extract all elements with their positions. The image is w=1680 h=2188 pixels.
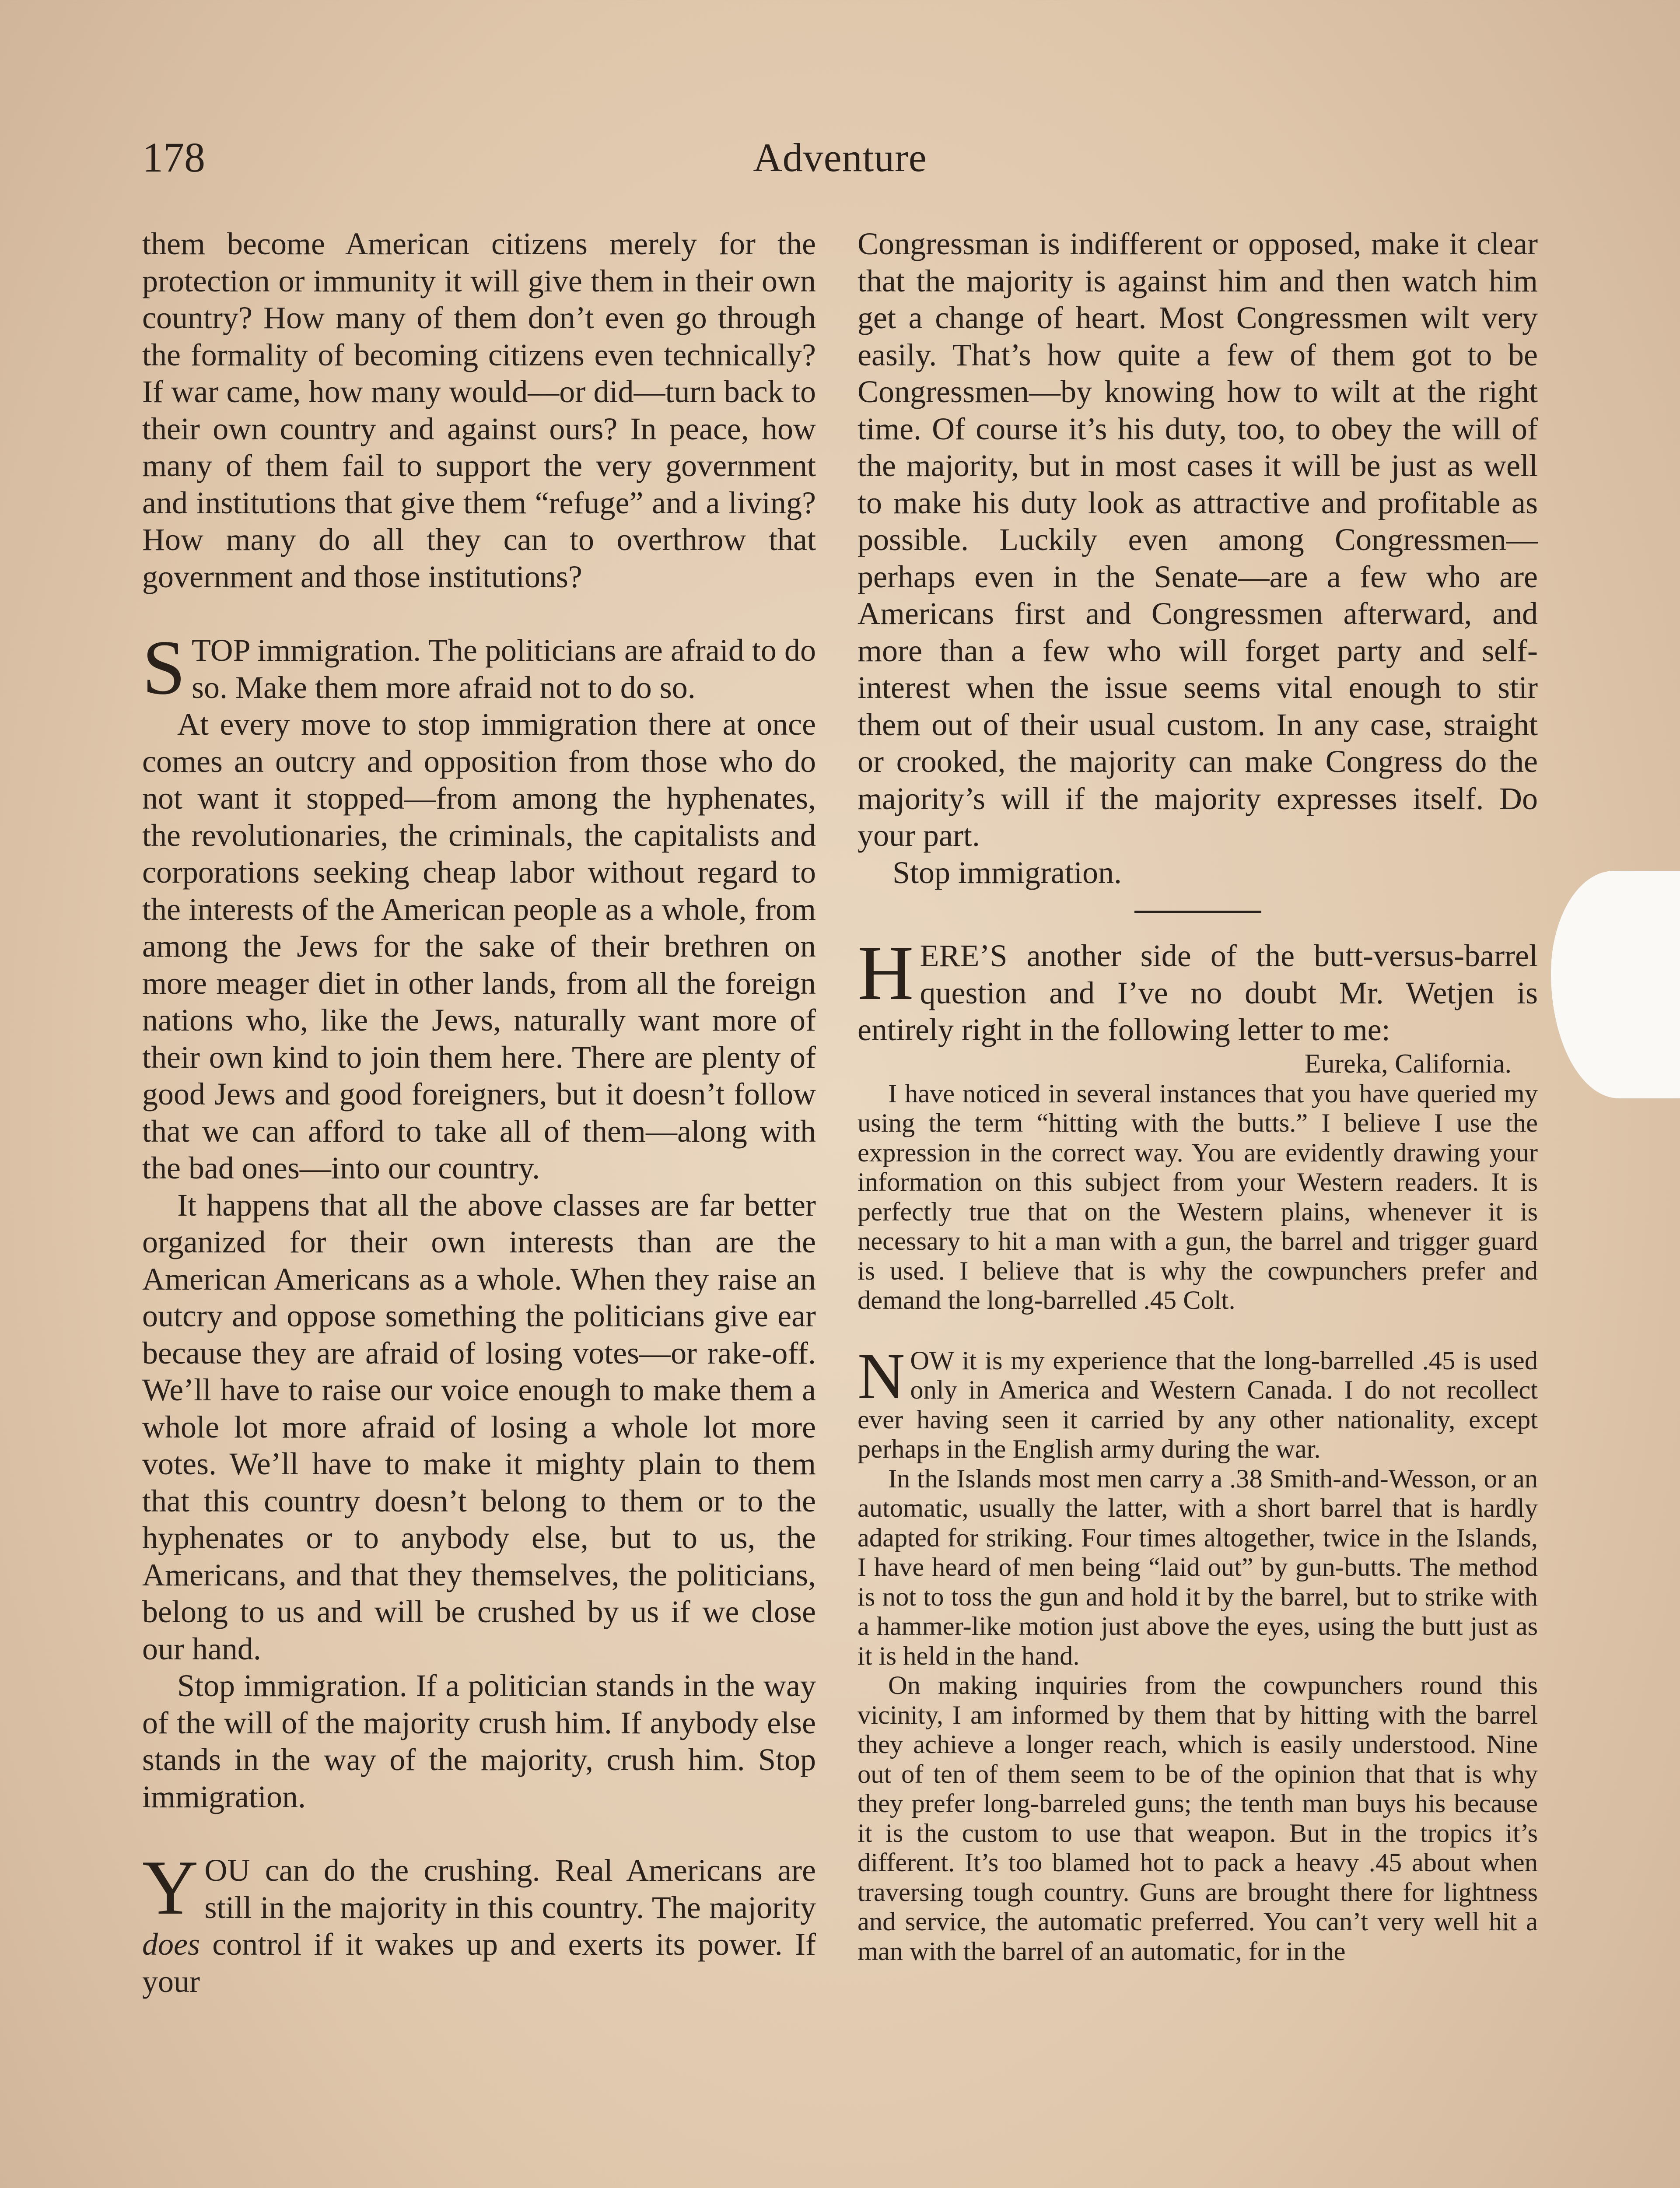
drop-cap: H — [858, 929, 914, 1016]
page-header — [142, 131, 1538, 197]
left-column — [142, 225, 816, 2000]
section-paragraph: HERE’S another side of the butt-versus-barrel question and I’ve no doubt Mr. Wetjen is entirely right in the following letter to me: — [858, 929, 1538, 1047]
section-paragraph: YOU can do the crushing. Real Americans are still in the majority in this country. The majority does control if it wakes up and exerts its power. If your — [142, 1844, 816, 1999]
right-column — [858, 225, 1538, 1966]
letter-paragraph: I have noticed in several instances that you have queried my using the term “hitting with the butts.” I believe I use the expression in the correct way. You are evidently drawing your information on this subject from your Western readers. It is perfectly true that on the Western plains, whenever it is necessary to hit a man with a gun, the barrel and trigger guard is used. I believe that is why the cowpunchers prefer and demand the long-barrelled .45 Colt. — [858, 1079, 1538, 1315]
letter-paragraph: On making inquiries from the cowpunchers round this vicinity, I am informed by them that by hitting with the barrel they achieve a longer reach, which is easily understood. Nine out of ten of them seem to be of the opinion that that is why they prefer long-barreled guns; the tenth man buys his because it is the custom to use that weapon. But in the tropics it’s different. It’s too blamed hot to pack a heavy .45 about when traversing tough country. Guns are brought there for lightness and service, the automatic preferred. You can’t very well hit a man with the barrel of an automatic, for in the — [858, 1671, 1538, 1966]
section-paragraph: STOP immigration. The politicians are afraid to do so. Make them more afraid not to do so. — [142, 624, 816, 711]
page-number: 178 — [142, 134, 205, 181]
letter-section-paragraph: NOW it is my experience that the long-barrelled .45 is used only in America and Western Canada. I do not recollect ever having seen it carried by any other nationality, except perhaps in the English army during the war. — [858, 1339, 1538, 1464]
letter-paragraph: In the Islands most men carry a .38 Smith-and-Wesson, or an automatic, usually the latter, with a short barrel that is hardly adapted for striking. Four times altogether, twice in the Islands, I have heard of men being “laid out” by gun-butts. The method is not to toss the gun and hold it by the barrel, but to strike with a hammer-like motion just above the eyes, using the butt just as it is held in the hand. — [858, 1464, 1538, 1671]
paragraph: Stop immigration. — [892, 855, 1122, 890]
paragraph: It happens that all the above classes are far better organized for their own interests than are the American Americans as a whole. When they raise an outcry and oppose something the politicians give ear because they are afraid of losing votes—or rake-off. We’ll have to raise our voice enough to make them a whole lot more afraid of losing a whole lot more votes. We’ll have to make it mighty plain to them that this country doesn’t belong to them or to the hyphenates or to anybody else, but to us, the Americans, and that they themselves, the politicians, belong to us and will be crushed by us if we close our hand. — [142, 1187, 816, 1666]
section-divider — [1134, 911, 1261, 913]
magazine-title: Adventure — [753, 135, 927, 180]
letter — [858, 1048, 1538, 1967]
letter-dateline: Eureka, California. — [1304, 1048, 1512, 1079]
paragraph: At every move to stop immigration there at once comes an outcry and opposition from those who do not want it stopped—from among the hyphenates, the revolutionaries, the criminals, the capitalists and corporations seeking cheap labor without regard to the interests of the American people as a whole, from among the Jews for the sake of their brethren on more meager diet in other lands, from all the foreign nations who, like the Jews, naturally want more of their own kind to join them here. There are plenty of good Jews and good foreigners, but it doesn’t follow that we can afford to take all of them—along with the bad ones—into our country. — [142, 707, 816, 1185]
paragraph: them become American citizens merely for the protection or immunity it will give them in their own country? How many of them don’t even go through the formality of becoming citizens even technically? If war came, how many would—or did—turn back to their own country and against ours? In peace, how many of them fail to support the very government and institutions that give them “refuge” and a living? How many do all they can to overthrow that government and those institutions? — [142, 226, 816, 594]
paragraph: Stop immigration. If a politician stands in the way of the will of the majority crush him. If anybody else stands in the way of the majority, crush him. Stop immigration. — [142, 1668, 816, 1814]
drop-cap: S — [142, 624, 186, 711]
drop-cap: N — [858, 1339, 905, 1413]
drop-cap: Y — [142, 1844, 199, 1931]
paragraph: Congressman is indifferent or opposed, make it clear that the majority is against him and then watch him get a change of heart. Most Congressmen wilt very easily. That’s how quite a few of them got to be Congressmen—by knowing how to wilt at the right time. Of course it’s his duty, too, to obey the will of the majority, but in most cases it will be just as well to make his duty look as attractive and profitable as possible. Luckily even among Congressmen—perhaps even in the Senate—are a few who are Americans first and Congressmen afterward, and more than a few who will forget party and self-interest when the issue seems vital enough to stir them out of their usual custom. In any case, straight or crooked, the majority can make Congress do the majority’s will if the majority expresses itself. Do your part. — [858, 226, 1538, 853]
page-tear — [1551, 871, 1680, 1098]
emphasis: does — [142, 1927, 200, 1962]
